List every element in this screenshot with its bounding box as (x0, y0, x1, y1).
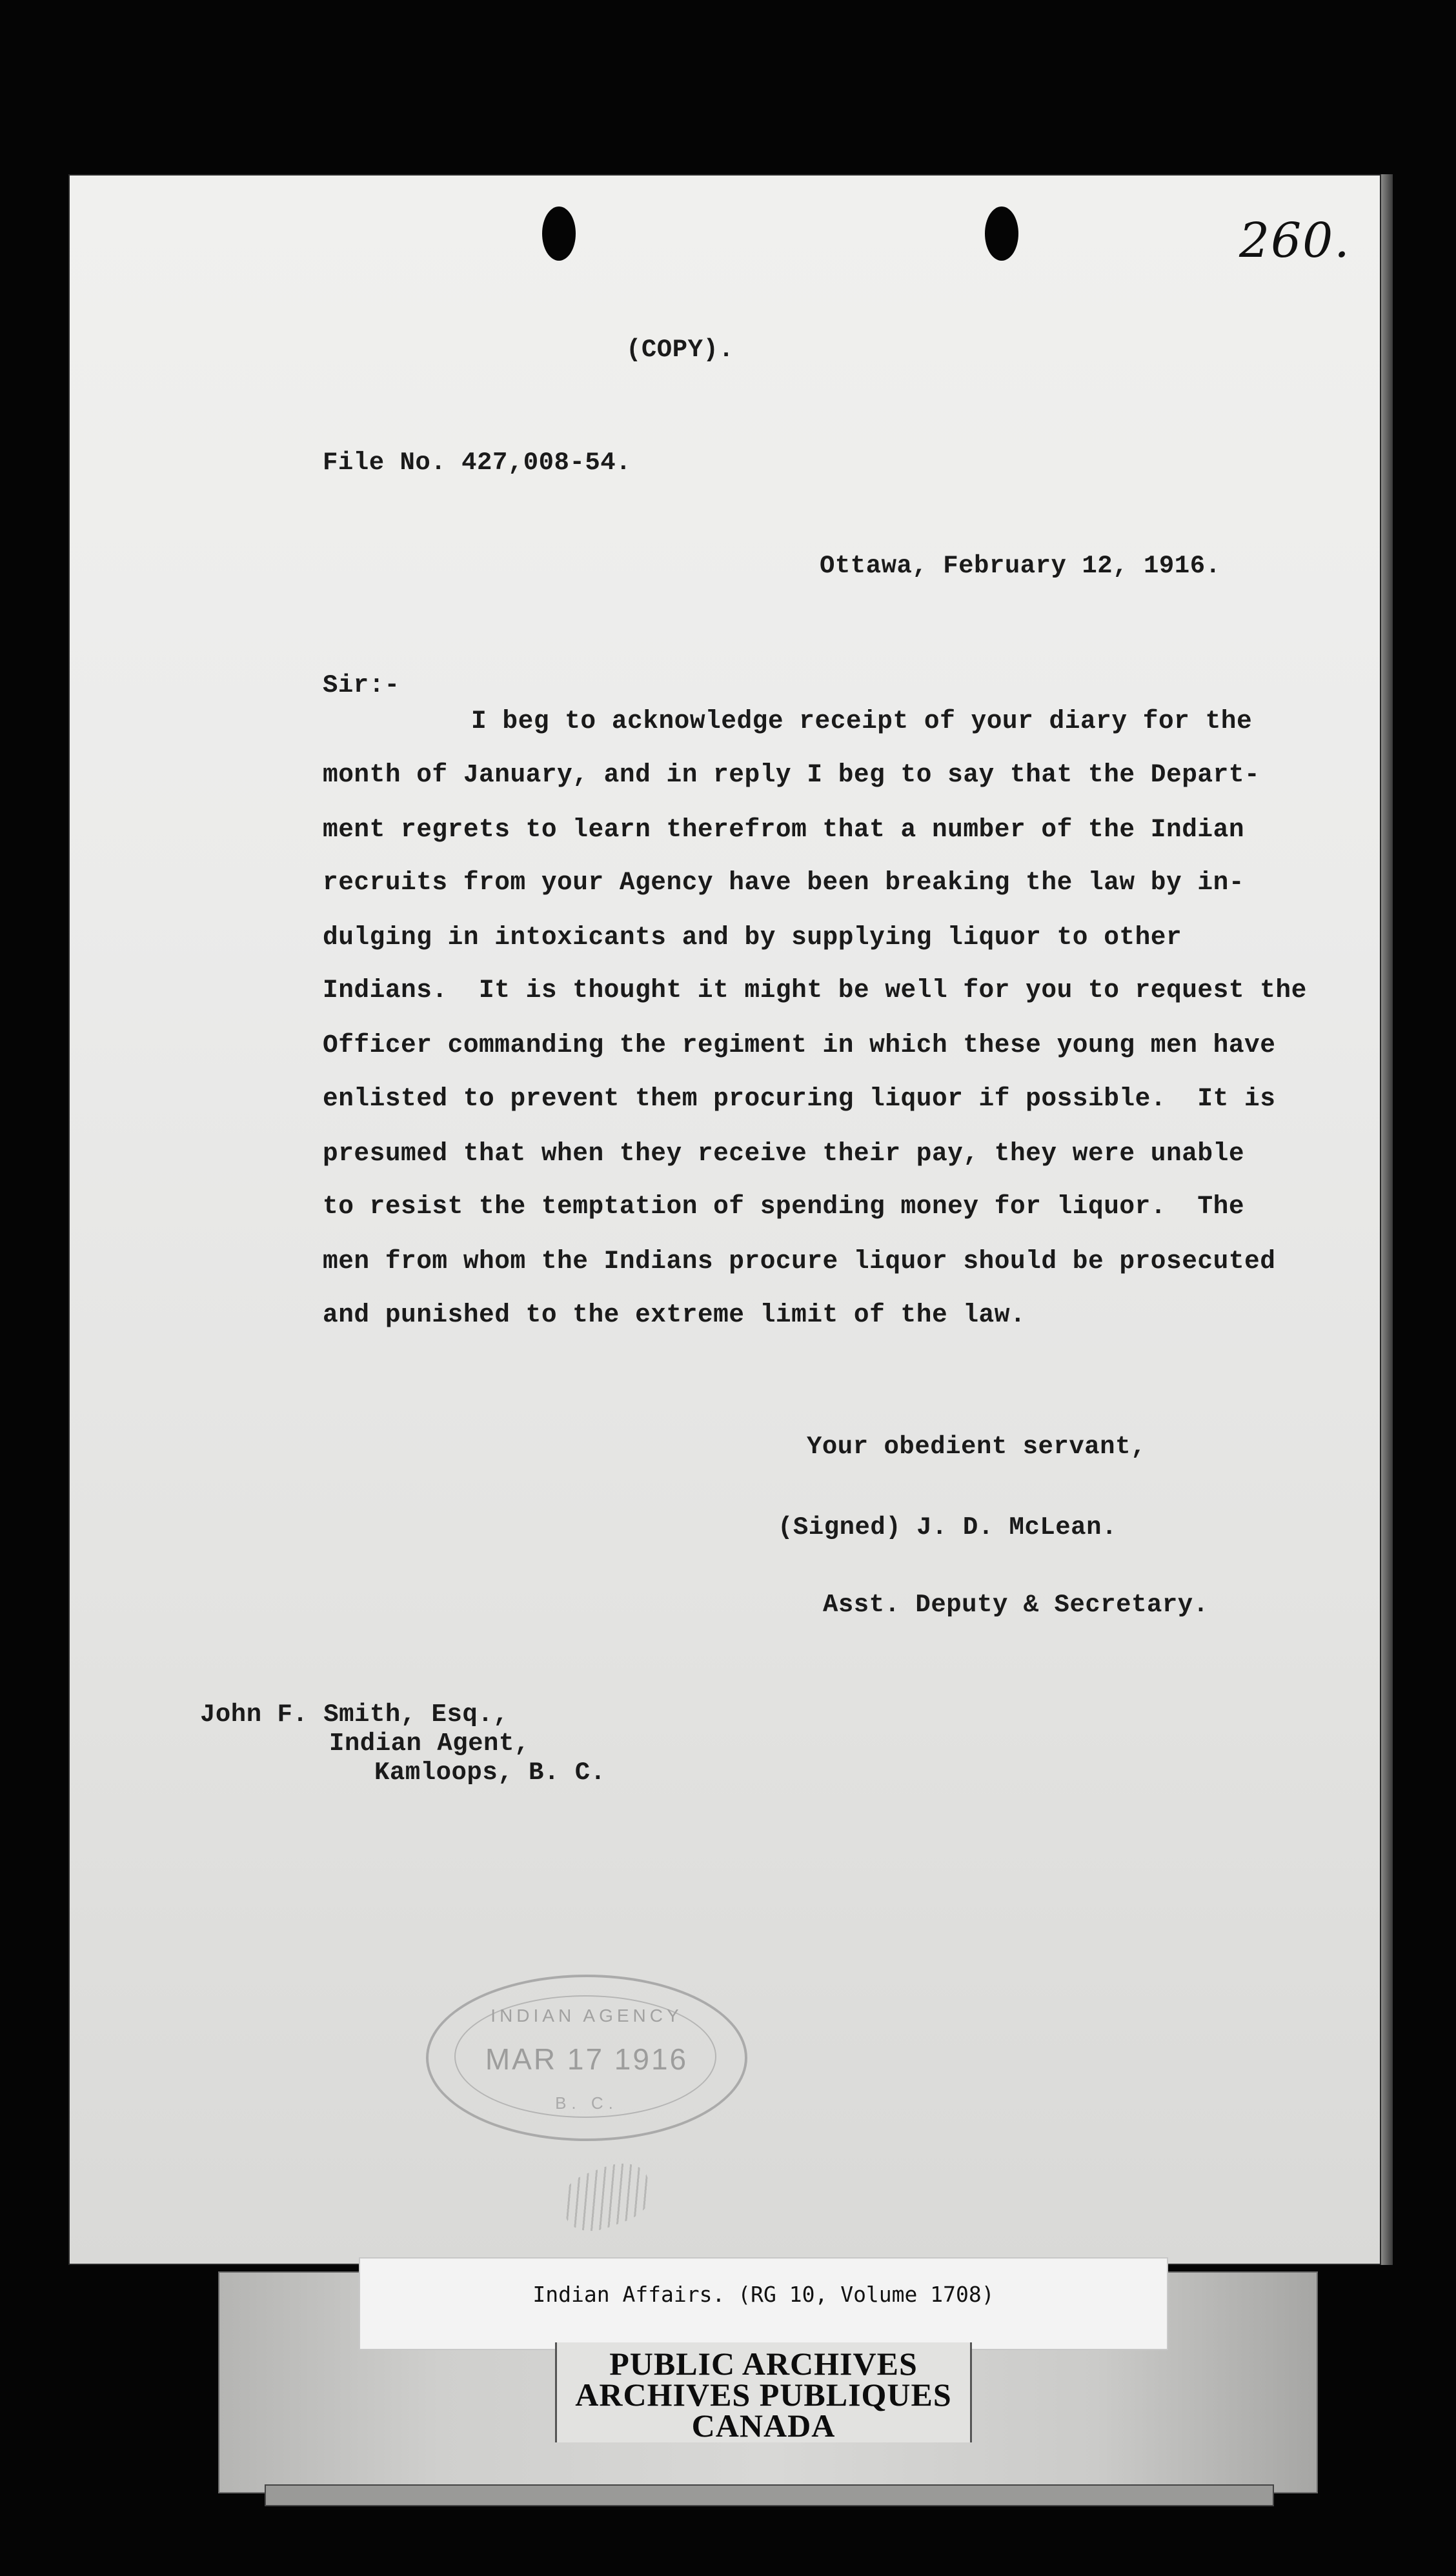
body-line: dulging in intoxicants and by supplying liquor to other (323, 923, 1182, 952)
copy-heading: (COPY). (626, 336, 734, 364)
salutation: Sir:- (323, 671, 400, 699)
body-line: recruits from your Agency have been breaking the law by in- (323, 868, 1245, 897)
punch-hole-right (985, 206, 1018, 261)
stamp-bottom-text: B. C. (555, 2093, 618, 2113)
body-line: I beg to acknowledge receipt of your diary for the (471, 707, 1253, 736)
closing: Your obedient servant, (807, 1433, 1146, 1461)
stamp-top-text: INDIAN AGENCY (490, 2006, 683, 2026)
body-line: Officer commanding the regiment in which these young men have (323, 1031, 1276, 1060)
signatory-title: Asst. Deputy & Secretary. (823, 1591, 1209, 1619)
place-date: Ottawa, February 12, 1916. (820, 552, 1221, 580)
addressee-name: John F. Smith, Esq., (200, 1700, 509, 1729)
body-line: presumed that when they receive their pay, they were unable (323, 1139, 1245, 1168)
body-line: to resist the temptation of spending money for liquor. The (323, 1192, 1245, 1221)
received-stamp (426, 1975, 747, 2141)
folio-number: 260. (1239, 213, 1351, 268)
archive-line-3: CANADA (691, 2408, 836, 2444)
body-line: ment regrets to learn therefrom that a number of the Indian (323, 815, 1245, 844)
reference-text: Indian Affairs. (RG 10, Volume 1708) (532, 2282, 995, 2307)
signature: (Signed) J. D. McLean. (778, 1513, 1117, 1542)
punch-hole-left (542, 206, 576, 261)
archive-line-1: PUBLIC ARCHIVES (609, 2346, 918, 2382)
reference-label (359, 2257, 1168, 2350)
body-line: men from whom the Indians procure liquor should be prosecuted (323, 1247, 1276, 1276)
archive-plate (555, 2342, 972, 2442)
body-line: enlisted to prevent them procuring liquor if possible. It is (323, 1084, 1276, 1113)
mount-base (265, 2484, 1274, 2506)
body-line: Indians. It is thought it might be well for you to request the (323, 976, 1307, 1005)
body-line: month of January, and in reply I beg to say that the Depart- (323, 760, 1260, 789)
body-line: and punished to the extreme limit of the law. (323, 1300, 1026, 1329)
addressee-position: Indian Agent, (329, 1729, 530, 1758)
stamp-date: MAR 17 1916 (485, 2042, 689, 2076)
addressee-location: Kamloops, B. C. (374, 1758, 606, 1787)
page-edge (1381, 174, 1393, 2265)
archive-line-2: ARCHIVES PUBLIQUES (575, 2377, 952, 2413)
file-number: File No. 427,008-54. (323, 448, 632, 477)
